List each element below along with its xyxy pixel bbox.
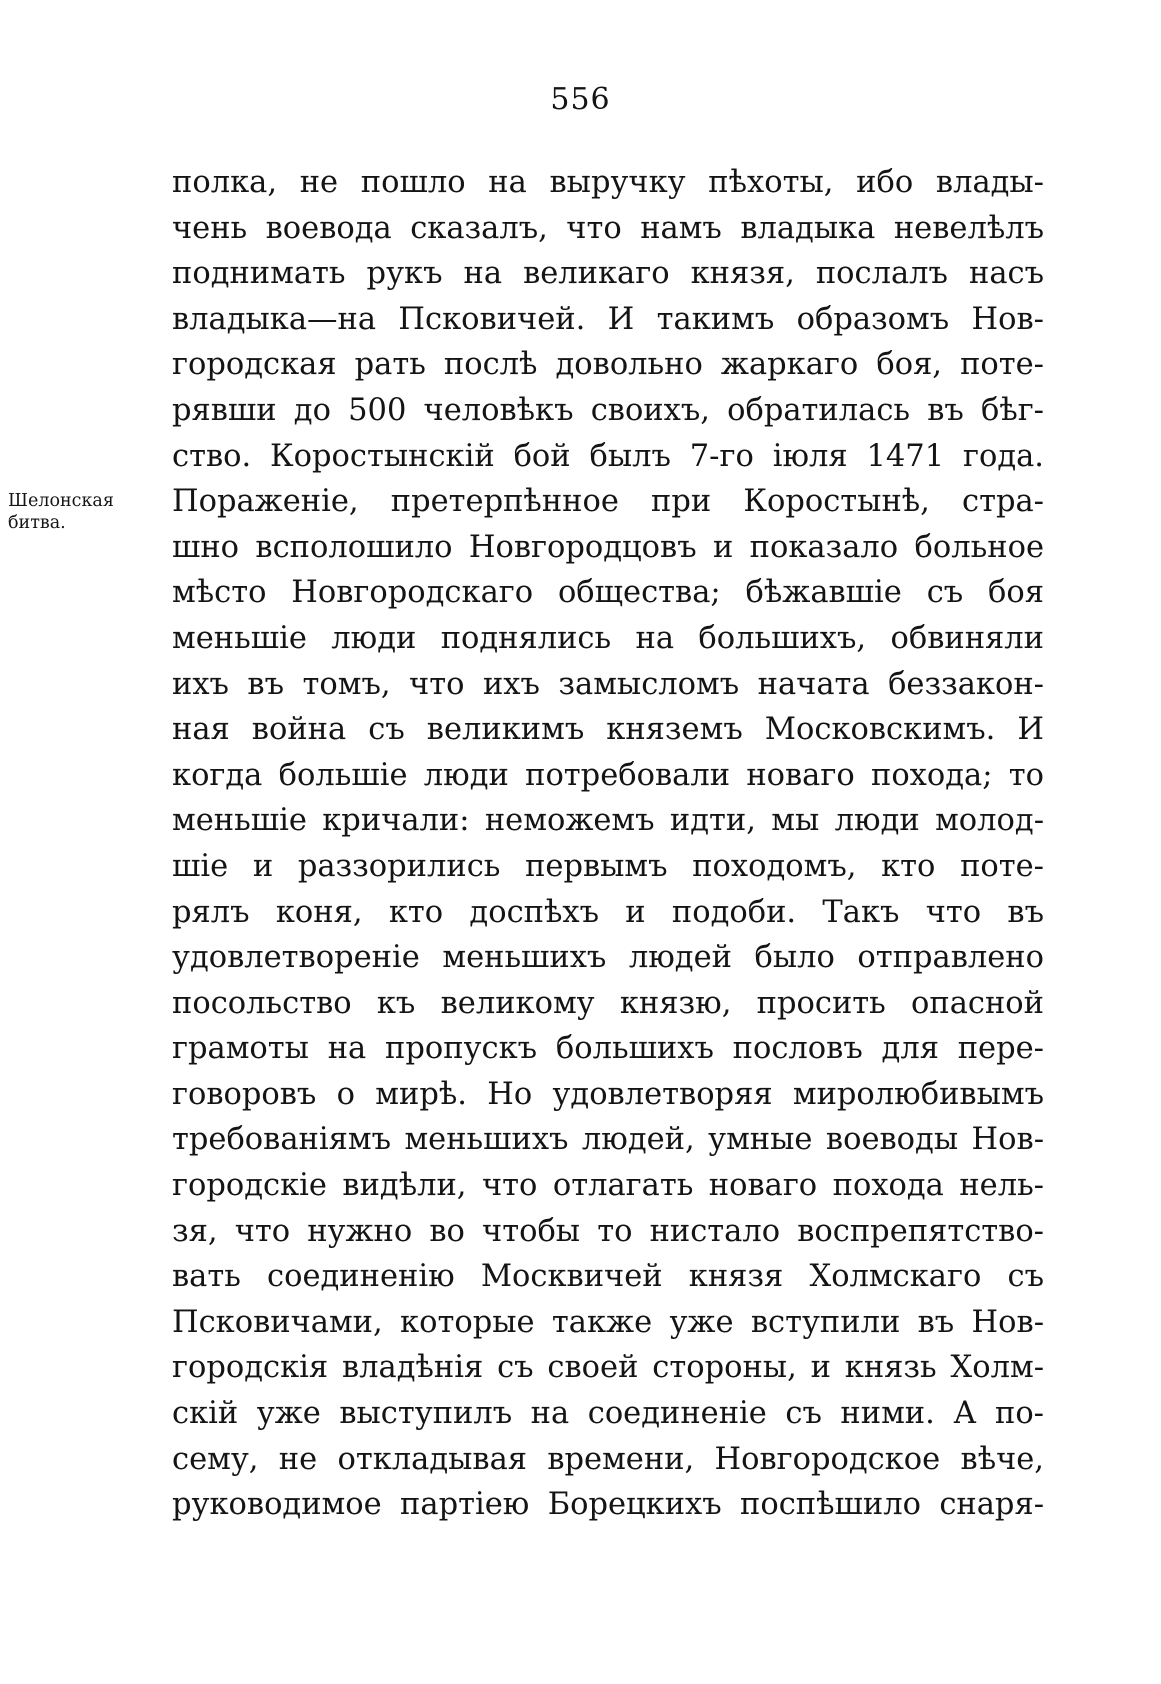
text-line: удовлетвореніе меньшихъ людей было отправлено	[172, 940, 1044, 976]
text-line: меньшіе люди поднялись на большихъ, обвиняли	[172, 620, 1044, 656]
text-line: городская рать послѣ довольно жаркаго боя, поте-	[172, 347, 1044, 383]
text-line: ихъ въ томъ, что ихъ замысломъ начата беззакон-	[172, 666, 1044, 702]
text-line: говоровъ о мирѣ. Но удовлетворяя миролюбивымъ	[172, 1076, 1044, 1112]
text-line: владыка—на Псковичей. И такимъ образомъ Нов-	[172, 301, 1044, 337]
page-number: 556	[550, 82, 611, 117]
text-line: городскія владѣнія съ своей стороны, и князь Холм-	[172, 1350, 1044, 1386]
text-line: полка, не пошло на выручку пѣхоты, ибо влады-	[172, 165, 1044, 200]
text-line: зя, что нужно во чтобы то нистало воспрепятство-	[172, 1213, 1044, 1249]
text-line: поднимать рукъ на великаго князя, послалъ насъ	[172, 256, 1044, 292]
text-line: сему, не откладывая времени, Новгородское вѣче,	[172, 1441, 1044, 1477]
text-line: посольство къ великому князю, просить опасной	[172, 985, 1044, 1021]
text-line: когда большіе люди потребовали новаго похода; то	[172, 757, 1044, 793]
margin-note-line: Шелонская	[8, 491, 114, 511]
text-line: вать соединенію Москвичей князя Холмскаго съ	[172, 1259, 1044, 1295]
text-line: чень воевода сказалъ, что намъ владыка невелѣлъ	[172, 210, 1044, 246]
text-line: мѣсто Новгородскаго общества; бѣжавшіе съ боя	[172, 575, 1044, 611]
text-line: Псковичами, которые также уже вступили въ Нов-	[172, 1304, 1044, 1340]
margin-note-line: битва.	[8, 513, 66, 533]
text-line: требованіямъ меньшихъ людей, умные воеводы Нов-	[172, 1122, 1044, 1158]
text-line: грамоты на пропускъ большихъ пословъ для пере-	[172, 1031, 1044, 1067]
margin-note	[8, 490, 158, 534]
text-line: ство. Коростынскій бой былъ 7-го іюля 1471 года.	[172, 438, 1044, 474]
text-line: скій уже выступилъ на соединеніе съ ними. А по-	[172, 1396, 1044, 1432]
text-line: меньшіе кричали: неможемъ идти, мы люди молод-	[172, 803, 1044, 839]
text-line: рявши до 500 человѣкъ своихъ, обратилась въ бѣг-	[172, 392, 1044, 428]
text-line: шіе и раззорились первымъ походомъ, кто поте-	[172, 848, 1044, 884]
text-line: городскіе видѣли, что отлагать новаго похода нель-	[172, 1168, 1044, 1204]
body-text	[172, 160, 1044, 1528]
text-line: ная война съ великимъ княземъ Московскимъ. И	[172, 712, 1044, 748]
text-line: шно всполошило Новгородцовъ и показало больное	[172, 529, 1044, 565]
text-line: руководимое партіею Борецкихъ поспѣшило снаря-	[172, 1487, 1044, 1523]
text-line: Пораженіе, претерпѣнное при Коростынѣ, стра-	[172, 484, 1044, 520]
text-line: рялъ коня, кто доспѣхъ и подоби. Такъ что въ	[172, 894, 1044, 930]
